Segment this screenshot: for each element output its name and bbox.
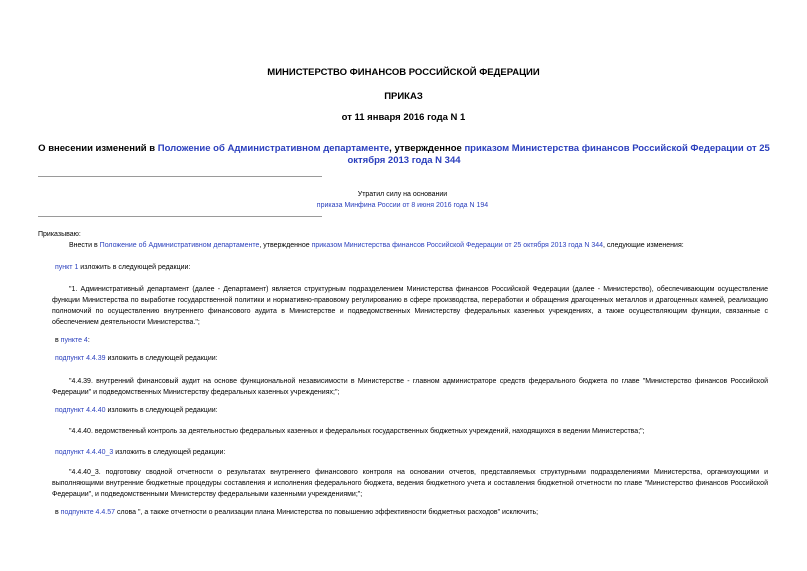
item-1-text: изложить в следующей редакции: — [78, 264, 191, 271]
subitem-4-4-40 — [55, 405, 771, 416]
divider-bottom — [38, 216, 322, 217]
document-type-heading: ПРИКАЗ — [384, 91, 423, 102]
subitem-4-4-39 — [55, 353, 771, 364]
subitem-4-4-39-text: изложить в следующей редакции: — [105, 355, 218, 362]
intro-link-order-344[interactable]: приказом Министерства финансов Российской Федерации от 25 октября 2013 года N 344 — [311, 242, 604, 249]
quote-2: "4.4.39. внутренний финансовый аудит на основе функциональной независимости в Министерстве - главном администраторе средств федерального бюджета по главе "Министерство финансов Российской Федерации" и подведомственных Министерству федеральных казенных учреждениях;"; — [52, 378, 768, 396]
intro-link-regulation[interactable]: Положение об Административном департаменте — [99, 242, 260, 249]
subject-link-regulation[interactable]: Положение об Административном департаменте — [157, 143, 390, 154]
item-2-text-1: в — [55, 337, 61, 344]
subject-prefix: О внесении изменений в — [38, 143, 158, 154]
item-2-text-2: : — [87, 337, 90, 344]
repeal-link[interactable]: приказа Минфина России от 8 июня 2016 года N 194 — [316, 202, 489, 209]
order-word: Приказываю: — [38, 231, 81, 238]
subitem-4-4-57-text-1: в — [55, 509, 61, 516]
quote-1: "1. Административный департамент (далее - Департамент) является структурным подразделением Министерства финансов Российской Федерации (далее - Министерство), обеспечивающим осуществление функции Министерства по выработке государственной политики и нормативно-правовому регулированию в сфере производства, переработки и обращения драгоценных металлов и драгоценных камней, реализацию полномочий по осуществлению внутреннего финансового аудита в Министерстве и подведомственных Министерству федеральных казенных учреждениях, а также осуществляющим функции, связанные с обеспечением деятельности Министерства."; — [52, 286, 768, 326]
subject-middle: , утвержденное — [389, 143, 465, 154]
item-1-link[interactable]: пункт 1 — [55, 264, 79, 271]
subitem-4-4-40-3-link[interactable]: подпункт 4.4.40_3 — [55, 449, 114, 456]
subitem-4-4-57-link[interactable]: подпункте 4.4.57 — [60, 509, 116, 516]
subitem-4-4-40-3-text: изложить в следующей редакции: — [113, 449, 226, 456]
subitem-4-4-40-3 — [55, 447, 771, 458]
repeal-note: Утратил силу на основании — [357, 191, 448, 198]
subitem-4-4-57 — [55, 507, 771, 518]
quote-4: "4.4.40_3. подготовку сводной отчетности о результатах внутреннего финансового контроля на основании отчетов, представляемых структурными подразделениями Министерства, организующими и выполняющими внутренние бюджетные процедуры составления и исполнения федерального бюджета, ведения бюджетного учета и составления бюджетной отчетности по главе "Министерство финансов Российской Федерации", и подведомственными Министерству федеральными казенными учреждениями;"; — [52, 469, 768, 498]
subitem-4-4-39-link[interactable]: подпункт 4.4.39 — [55, 355, 106, 362]
intro-paragraph — [52, 240, 768, 251]
document-date: от 11 января 2016 года N 1 — [341, 112, 466, 123]
subitem-4-4-57-text-2: слова ", а также отчетности о реализации плана Министерства по повышению эффективности бюджетных расходов" исключить; — [115, 509, 539, 516]
subject-link-order-344[interactable]: приказом Министерства финансов Российской Федерации от 25 октября 2013 года N 344 — [347, 143, 770, 166]
document-subject — [38, 143, 770, 167]
intro-text-3: , следующие изменения: — [603, 242, 684, 249]
ministry-heading: МИНИСТЕРСТВО ФИНАНСОВ РОССИЙСКОЙ ФЕДЕРАЦИИ — [267, 67, 540, 78]
item-2-link[interactable]: пункте 4 — [60, 337, 88, 344]
subitem-4-4-40-link[interactable]: подпункт 4.4.40 — [55, 407, 106, 414]
repeal-note-link-line — [300, 200, 505, 211]
quote-3: "4.4.40. ведомственный контроль за деятельностью федеральных казенных и федеральных государственных бюджетных учреждений, находящихся в ведении Министерства;"; — [69, 428, 645, 435]
divider-top — [38, 176, 322, 177]
intro-text-2: , утвержденное — [259, 242, 312, 249]
intro-text-1: Внести в — [69, 242, 100, 249]
subitem-4-4-40-text: изложить в следующей редакции: — [105, 407, 218, 414]
item-2 — [55, 335, 771, 346]
item-1 — [55, 262, 771, 273]
